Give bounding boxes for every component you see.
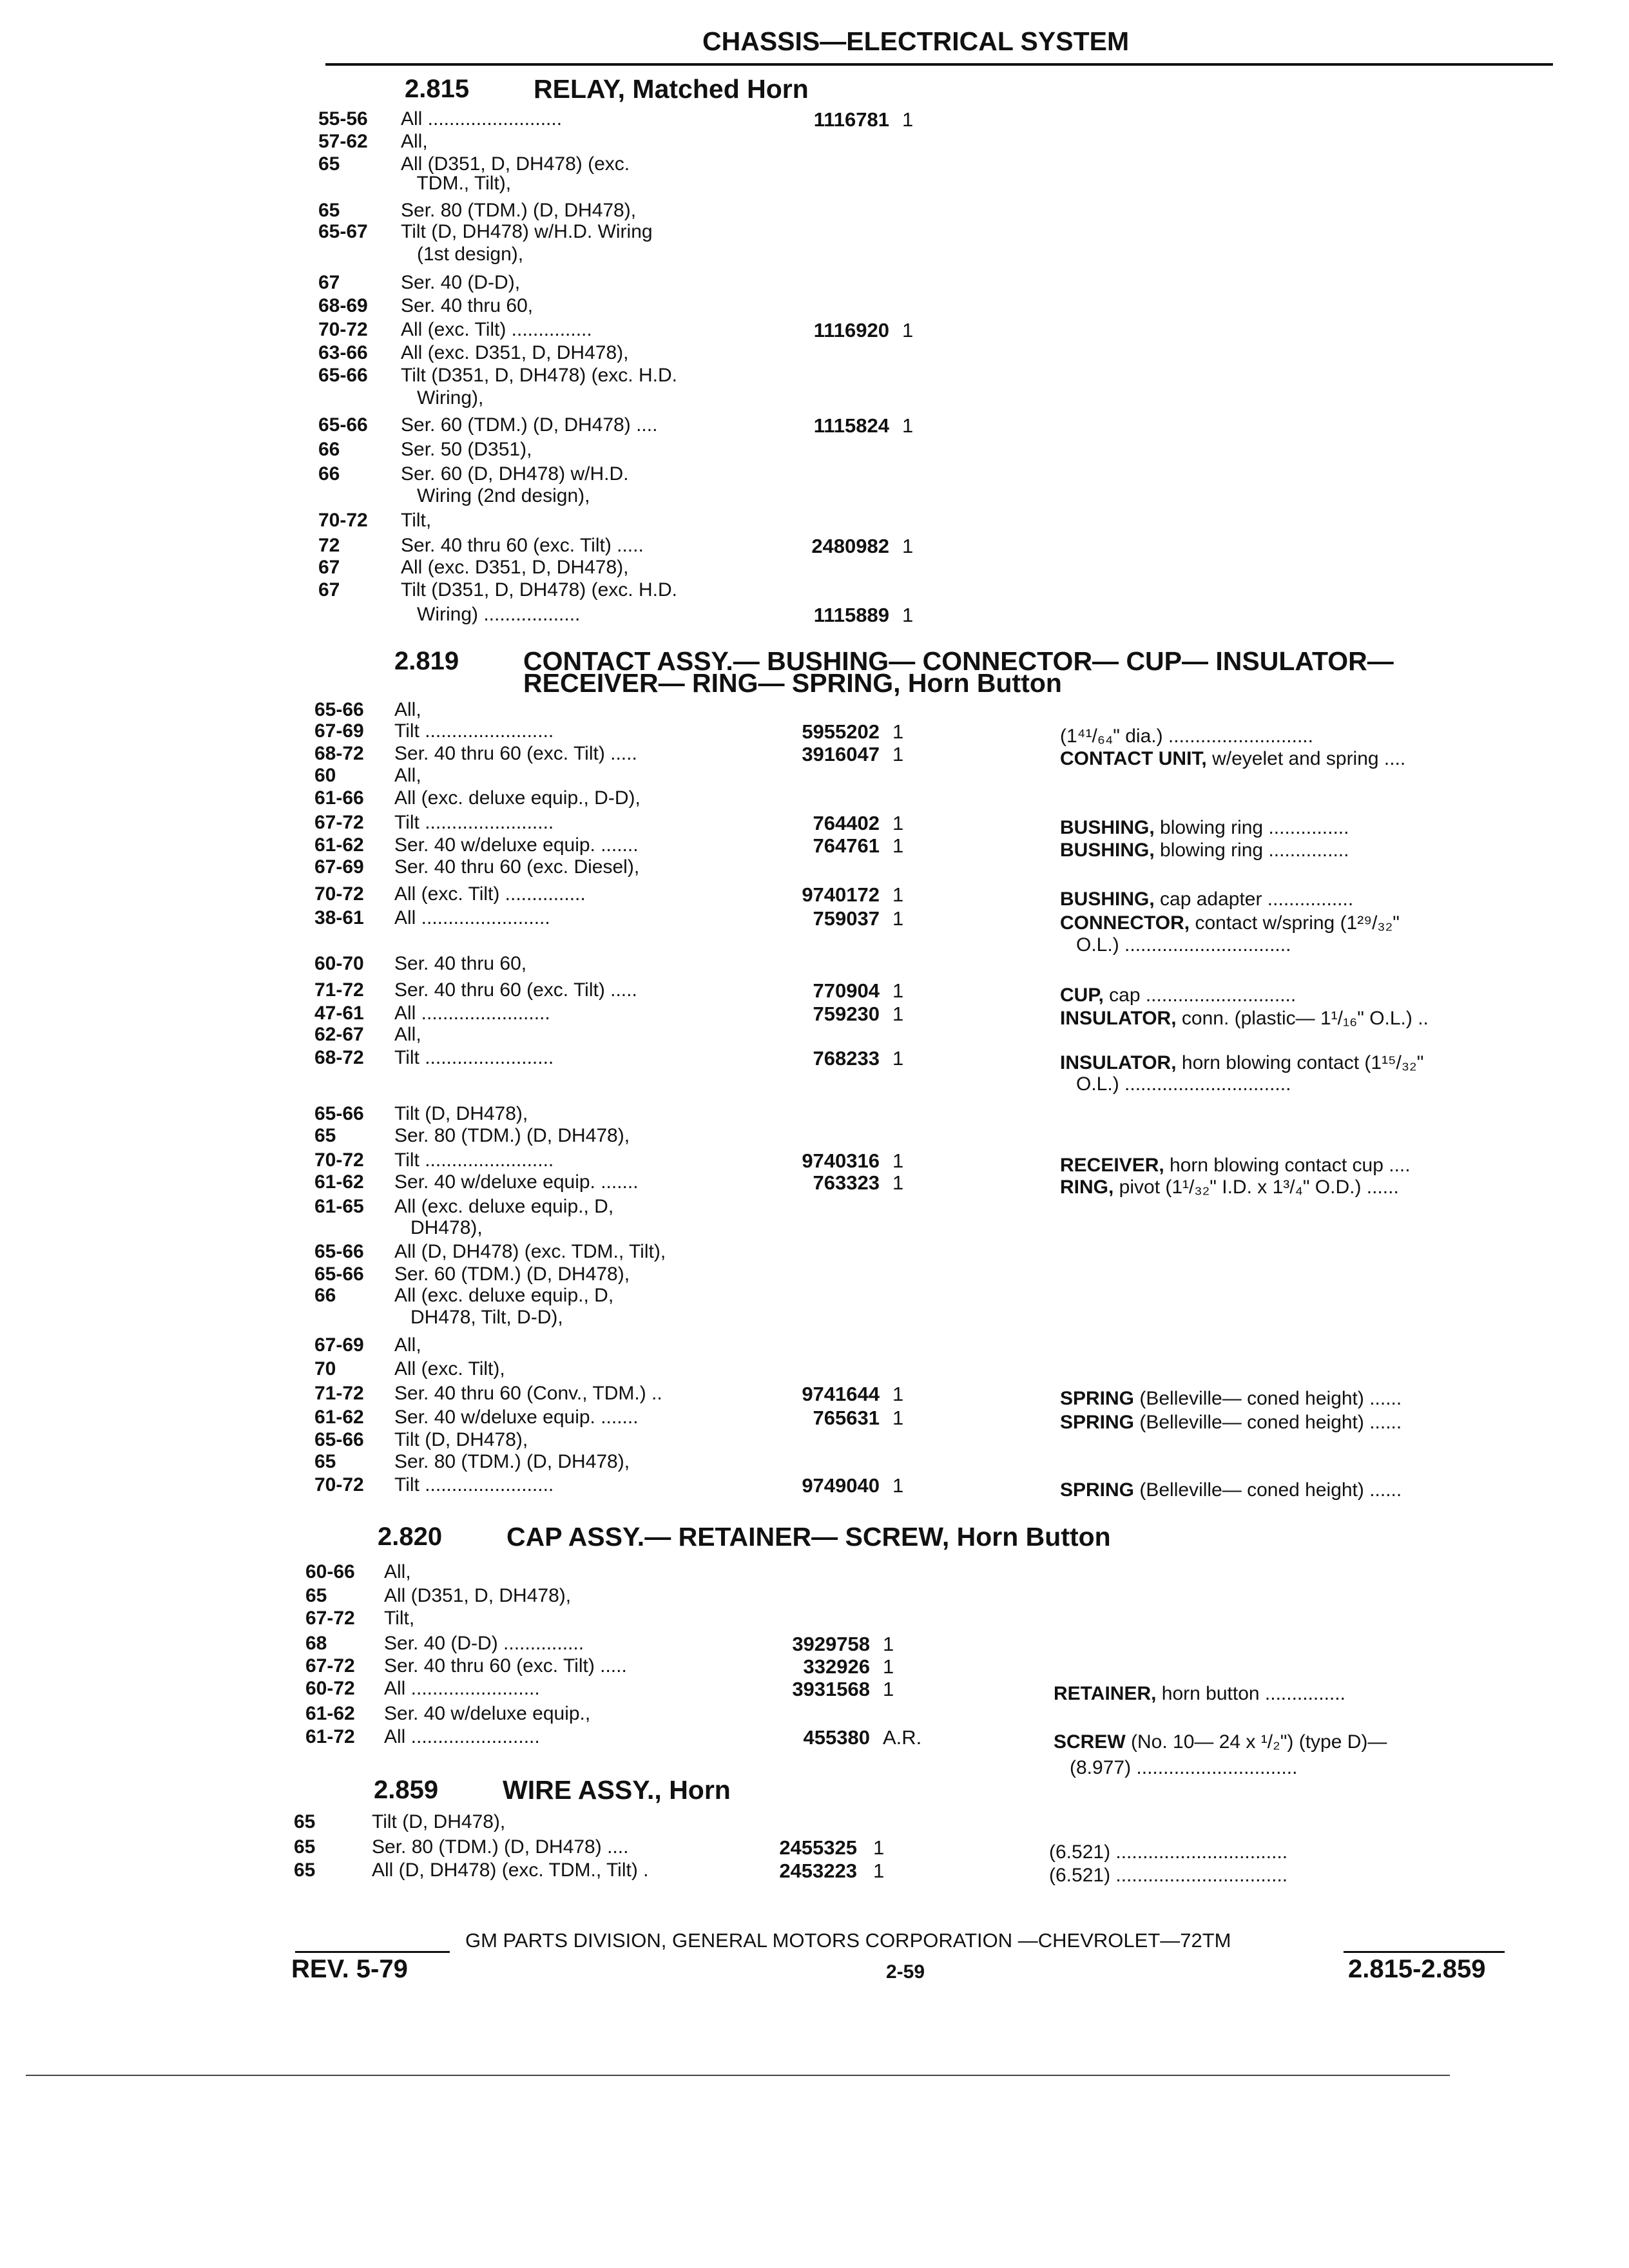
row-description: Ser. 40 (D-D), [401,272,521,293]
row-part-name [1060,1053,1423,1073]
row-quantity: 1 [892,883,904,906]
row-description: Tilt ........................ [394,720,554,742]
row-quantity: A.R. [883,1726,922,1749]
row-part-number: 759230 [813,1003,880,1025]
row-part-name [1054,1758,1297,1778]
row-part-name [1060,727,1313,746]
row-part-number: 1115889 [813,604,889,626]
row-part-number: 455380 [803,1726,870,1749]
row-model-years: 65-66 [318,414,368,436]
row-description: Ser. 80 (TDM.) (D, DH478), [401,200,637,221]
row-model-years: 68-72 [314,1047,364,1068]
row-part-number: 3931568 [792,1678,870,1700]
row-part-number: 9740172 [802,883,880,906]
row-description: DH478), [394,1217,483,1238]
row-model-years: 61-65 [314,1196,364,1217]
row-description: Ser. 40 thru 60, [394,953,527,974]
row-description: All, [394,699,421,720]
row-part-name [1060,1009,1429,1028]
row-quantity: 1 [873,1860,885,1882]
row-part-name-bold: SPRING [1060,1479,1135,1501]
row-description: Ser. 60 (TDM.) (D, DH478), [394,1264,630,1285]
row-part-number: 1115824 [813,414,889,437]
row-part-number: 2455325 [779,1836,857,1859]
row-description: Tilt (D, DH478), [372,1811,506,1832]
row-quantity: 1 [902,604,914,626]
row-part-name-detail: contact w/spring (1²⁹/₃₂" [1190,912,1400,934]
row-description: All (D351, D, DH478), [384,1585,572,1606]
row-part-name-bold: CUP, [1060,985,1104,1006]
row-part-name-detail: horn blowing contact (1¹⁵/₃₂" [1176,1052,1424,1073]
row-description: Ser. 80 (TDM.) (D, DH478) .... [372,1836,629,1858]
row-description: All (exc. D351, D, DH478), [401,557,629,578]
row-part-name-detail: (No. 10— 24 x ¹/₂") (type D)— [1125,1731,1387,1753]
row-description: All, [394,1334,421,1356]
row-model-years: 70 [314,1358,336,1379]
row-model-years: 70-72 [314,1474,364,1495]
row-description: All ........................ [384,1726,540,1747]
row-part-name-bold: RING, [1060,1177,1114,1198]
row-quantity: 1 [892,743,904,765]
row-description: Wiring (2nd design), [401,485,590,506]
row-part-number: 1116781 [813,108,889,131]
row-model-years: 71-72 [314,979,364,1001]
row-description: All (exc. Tilt) ............... [394,883,586,905]
row-model-years: 66 [314,1285,336,1306]
page-header-title: CHASSIS—ELECTRICAL SYSTEM [702,26,1130,56]
section-number: 2.820 [378,1523,443,1551]
row-part-number: 2453223 [779,1860,857,1882]
footer-page-number: 2-59 [886,1961,925,1983]
row-description: Ser. 40 thru 60 (exc. Tilt) ..... [401,535,644,556]
row-part-name [1054,1684,1345,1704]
row-part-name-detail: blowing ring ............... [1154,840,1349,861]
row-model-years: 65 [294,1811,316,1832]
row-part-name-detail: (Belleville— coned height) ...... [1134,1479,1402,1501]
row-description: Ser. 40 thru 60 (exc. Tilt) ..... [394,979,637,1001]
row-model-years: 65-67 [318,221,368,242]
row-part-name-bold: SCREW [1054,1731,1126,1753]
row-model-years: 67-72 [314,812,364,833]
row-quantity: 1 [902,535,914,557]
row-part-number: 3929758 [792,1633,870,1655]
row-description: Ser. 40 (D-D) ............... [384,1633,584,1654]
row-description: Ser. 80 (TDM.) (D, DH478), [394,1451,630,1472]
row-model-years: 63-66 [318,342,368,363]
row-model-years: 65-66 [314,1241,364,1262]
row-part-number: 759037 [813,907,880,930]
section-title-line2: RECEIVER— RING— SPRING, Horn Button [523,668,1062,698]
row-description: All ........................ [394,907,550,928]
row-part-number: 332926 [803,1655,870,1678]
row-description: All (exc. deluxe equip., D, [394,1196,614,1217]
row-part-number: 763323 [813,1171,880,1194]
row-part-name-bold: BUSHING, [1060,817,1155,838]
row-part-name-detail: (1⁴¹/₆₄" dia.) ........................... [1060,726,1313,747]
row-model-years: 61-62 [314,1407,364,1428]
row-description: All (exc. deluxe equip., D-D), [394,787,641,809]
row-part-name-detail: horn blowing contact cup .... [1164,1155,1411,1176]
row-part-name-bold: RECEIVER, [1060,1155,1164,1176]
row-model-years: 65 [294,1836,316,1858]
row-model-years: 67-69 [314,1334,364,1356]
footer-rule-left [295,1951,450,1953]
row-part-number: 765631 [813,1407,880,1429]
row-part-name [1060,890,1353,909]
section-title: WIRE ASSY., Horn [503,1775,731,1805]
row-part-name [1060,1156,1411,1175]
row-description: Tilt (D351, D, DH478) (exc. H.D. [401,365,677,386]
row-part-number: 5955202 [802,720,880,743]
row-model-years: 55-56 [318,108,368,130]
row-model-years: 68 [305,1633,327,1654]
row-model-years: 61-62 [314,834,364,856]
row-quantity: 1 [883,1655,894,1678]
row-model-years: 67 [318,579,340,601]
row-description: TDM., Tilt), [401,173,512,194]
row-model-years: 65 [318,200,340,221]
row-quantity: 1 [892,907,904,930]
row-model-years: 67-72 [305,1608,355,1629]
row-part-name [1060,1389,1402,1408]
row-model-years: 67 [318,272,340,293]
row-model-years: 61-66 [314,787,364,809]
row-model-years: 65-66 [314,1429,364,1450]
row-part-name-bold: SPRING [1060,1412,1135,1433]
row-description: Ser. 60 (D, DH478) w/H.D. [401,463,629,485]
row-model-years: 60-70 [314,953,364,974]
row-model-years: 60 [314,765,336,786]
row-description: Ser. 40 thru 60 (exc. Diesel), [394,856,640,878]
row-part-name-bold: BUSHING, [1060,889,1155,910]
row-part-name [1060,1178,1399,1197]
row-part-name-detail: (8.977) .............................. [1054,1757,1298,1778]
row-model-years: 65-66 [314,699,364,720]
row-part-name [1060,936,1291,955]
row-quantity: 1 [892,1407,904,1429]
section-number: 2.859 [374,1776,439,1804]
bottom-scan-rule [26,2075,1450,2076]
row-model-years: 62-67 [314,1024,364,1045]
row-quantity: 1 [892,720,904,743]
row-quantity: 1 [873,1836,885,1859]
row-description: Ser. 40 w/deluxe equip., [384,1703,591,1724]
footer-section-range: 2.815-2.859 [1348,1955,1486,1983]
row-description: Tilt ........................ [394,1474,554,1495]
row-quantity: 1 [892,1383,904,1405]
row-description: Wiring), [401,387,484,408]
row-model-years: 38-61 [314,907,364,928]
row-part-name-detail: horn button ............... [1156,1683,1345,1704]
row-part-name [1049,1843,1287,1862]
row-part-number: 764402 [813,812,880,834]
row-model-years: 72 [318,535,340,556]
row-model-years: 70-72 [314,883,364,905]
row-description: Ser. 50 (D351), [401,439,532,460]
row-description: All (D, DH478) (exc. TDM., Tilt), [394,1241,666,1262]
section-title: CAP ASSY.— RETAINER— SCREW, Horn Button [506,1522,1111,1552]
row-part-name-detail: conn. (plastic— 1¹/₁₆" O.L.) .. [1176,1008,1429,1029]
row-model-years: 70-72 [314,1149,364,1171]
row-part-name-detail: O.L.) ............................... [1060,934,1291,956]
row-part-number: 770904 [813,979,880,1002]
row-quantity: 1 [892,1149,904,1172]
row-description: Wiring) .................. [401,604,581,625]
row-part-name-bold: RETAINER, [1054,1683,1157,1704]
row-model-years: 66 [318,463,340,485]
row-description: Ser. 60 (TDM.) (D, DH478) .... [401,414,658,436]
row-description: All ........................ [394,1003,550,1024]
row-quantity: 1 [892,812,904,834]
row-description: All, [401,131,428,152]
row-description: All ........................ [384,1678,540,1699]
row-part-number: 2480982 [811,535,889,557]
row-part-name-bold: BUSHING, [1060,840,1155,861]
row-description: DH478, Tilt, D-D), [394,1307,563,1328]
section-number: 2.815 [405,75,470,103]
row-part-name-bold: CONNECTOR, [1060,912,1190,934]
row-part-number: 764761 [813,834,880,857]
row-description: Tilt (D351, D, DH478) (exc. H.D. [401,579,677,601]
row-description: All (D351, D, DH478) (exc. [401,153,630,175]
footer-division: GM PARTS DIVISION, GENERAL MOTORS CORPORATION —CHEVROLET—72TM [465,1929,1231,1952]
row-quantity: 1 [902,108,914,131]
row-part-number: 9740316 [802,1149,880,1172]
row-description: Ser. 40 w/deluxe equip. ....... [394,834,639,856]
row-model-years: 68-72 [314,743,364,764]
row-model-years: 67-72 [305,1655,355,1677]
row-part-name-detail: w/eyelet and spring .... [1206,748,1406,769]
row-description: All (exc. D351, D, DH478), [401,342,629,363]
row-part-name-detail: (6.521) ................................ [1049,1865,1288,1886]
row-model-years: 65 [314,1125,336,1146]
row-description: All (D, DH478) (exc. TDM., Tilt) . [372,1860,649,1881]
row-description: Tilt, [401,510,432,531]
row-part-number: 9741644 [802,1383,880,1405]
row-part-number: 9749040 [802,1474,880,1497]
section-title: RELAY, Matched Horn [534,74,809,104]
row-model-years: 65 [294,1860,316,1881]
footer-rule-right [1344,1951,1505,1953]
header-rule [325,63,1553,66]
row-quantity: 1 [902,414,914,437]
row-quantity: 1 [892,1171,904,1194]
row-part-name [1060,1075,1291,1094]
row-model-years: 65 [314,1451,336,1472]
section-title: CONTACT ASSY.— BUSHING— CONNECTOR— CUP— INSULATOR— [523,646,1394,676]
row-part-name-detail: cap adapter ................ [1154,889,1354,910]
row-model-years: 70-72 [318,510,368,531]
row-part-name-bold: INSULATOR, [1060,1008,1177,1029]
row-part-number: 768233 [813,1047,880,1070]
row-part-name [1060,1481,1402,1500]
row-description: All (exc. deluxe equip., D, [394,1285,614,1306]
row-part-name-detail: (Belleville— coned height) ...... [1134,1412,1402,1433]
row-part-name [1054,1733,1387,1752]
row-model-years: 68-69 [318,295,368,316]
section-number: 2.819 [394,647,459,675]
row-part-name-detail: (6.521) ................................ [1049,1841,1288,1863]
row-model-years: 47-61 [314,1003,364,1024]
row-model-years: 67 [318,557,340,578]
row-description: All, [384,1561,411,1582]
row-description: Tilt, [384,1608,415,1629]
row-description: Tilt ........................ [394,812,554,833]
row-part-name [1060,749,1405,769]
row-description: All, [394,1024,421,1045]
row-part-name [1060,1413,1402,1432]
row-part-name [1060,986,1296,1005]
row-part-number: 3916047 [802,743,880,765]
row-model-years: 70-72 [318,319,368,340]
row-model-years: 61-62 [314,1171,364,1193]
row-quantity: 1 [902,319,914,341]
row-part-name-detail: (Belleville— coned height) ...... [1134,1388,1402,1409]
row-part-name [1060,841,1349,860]
row-part-name [1060,818,1349,838]
row-description: Ser. 40 w/deluxe equip. ....... [394,1171,639,1193]
row-part-name-detail: O.L.) ............................... [1060,1073,1291,1095]
row-description: Tilt (D, DH478) w/H.D. Wiring [401,221,653,242]
row-model-years: 60-66 [305,1561,355,1582]
row-part-name-bold: SPRING [1060,1388,1135,1409]
row-quantity: 1 [883,1678,894,1700]
row-part-name-detail: pivot (1¹/₃₂" I.D. x 1³/₄" O.D.) ...... [1113,1177,1399,1198]
row-part-name-bold: INSULATOR, [1060,1052,1177,1073]
row-quantity: 1 [892,1047,904,1070]
row-description: Tilt (D, DH478), [394,1429,528,1450]
row-model-years: 71-72 [314,1383,364,1404]
row-description: (1st design), [401,244,524,265]
row-model-years: 65 [318,153,340,175]
row-description: Tilt ........................ [394,1149,554,1171]
footer-revision: REV. 5-79 [291,1955,408,1983]
row-model-years: 65-66 [314,1264,364,1285]
row-description: Ser. 40 thru 60, [401,295,534,316]
row-quantity: 1 [892,1474,904,1497]
row-part-number: 1116920 [813,319,889,341]
row-model-years: 65-66 [318,365,368,386]
row-description: Ser. 40 thru 60 (Conv., TDM.) .. [394,1383,662,1404]
row-description: All ......................... [401,108,563,130]
row-part-name-detail: blowing ring ............... [1154,817,1349,838]
row-part-name-bold: CONTACT UNIT, [1060,748,1207,769]
row-description: Tilt ........................ [394,1047,554,1068]
row-part-name [1060,914,1400,933]
row-model-years: 61-62 [305,1703,355,1724]
row-model-years: 65-66 [314,1103,364,1124]
row-model-years: 67-69 [314,856,364,878]
row-description: Ser. 80 (TDM.) (D, DH478), [394,1125,630,1146]
row-description: All (exc. Tilt), [394,1358,505,1379]
row-model-years: 57-62 [318,131,368,152]
row-model-years: 65 [305,1585,327,1606]
row-model-years: 60-72 [305,1678,355,1699]
row-description: All, [394,765,421,786]
row-description: Ser. 40 thru 60 (exc. Tilt) ..... [384,1655,627,1677]
row-quantity: 1 [892,834,904,857]
row-model-years: 66 [318,439,340,460]
row-part-name-detail: cap ............................ [1103,985,1296,1006]
row-description: Ser. 40 thru 60 (exc. Tilt) ..... [394,743,637,764]
row-quantity: 1 [892,1003,904,1025]
row-quantity: 1 [883,1633,894,1655]
row-quantity: 1 [892,979,904,1002]
row-model-years: 61-72 [305,1726,355,1747]
row-description: All (exc. Tilt) ............... [401,319,592,340]
row-model-years: 67-69 [314,720,364,742]
row-description: Ser. 40 w/deluxe equip. ....... [394,1407,639,1428]
row-part-name [1049,1866,1287,1885]
row-description: Tilt (D, DH478), [394,1103,528,1124]
